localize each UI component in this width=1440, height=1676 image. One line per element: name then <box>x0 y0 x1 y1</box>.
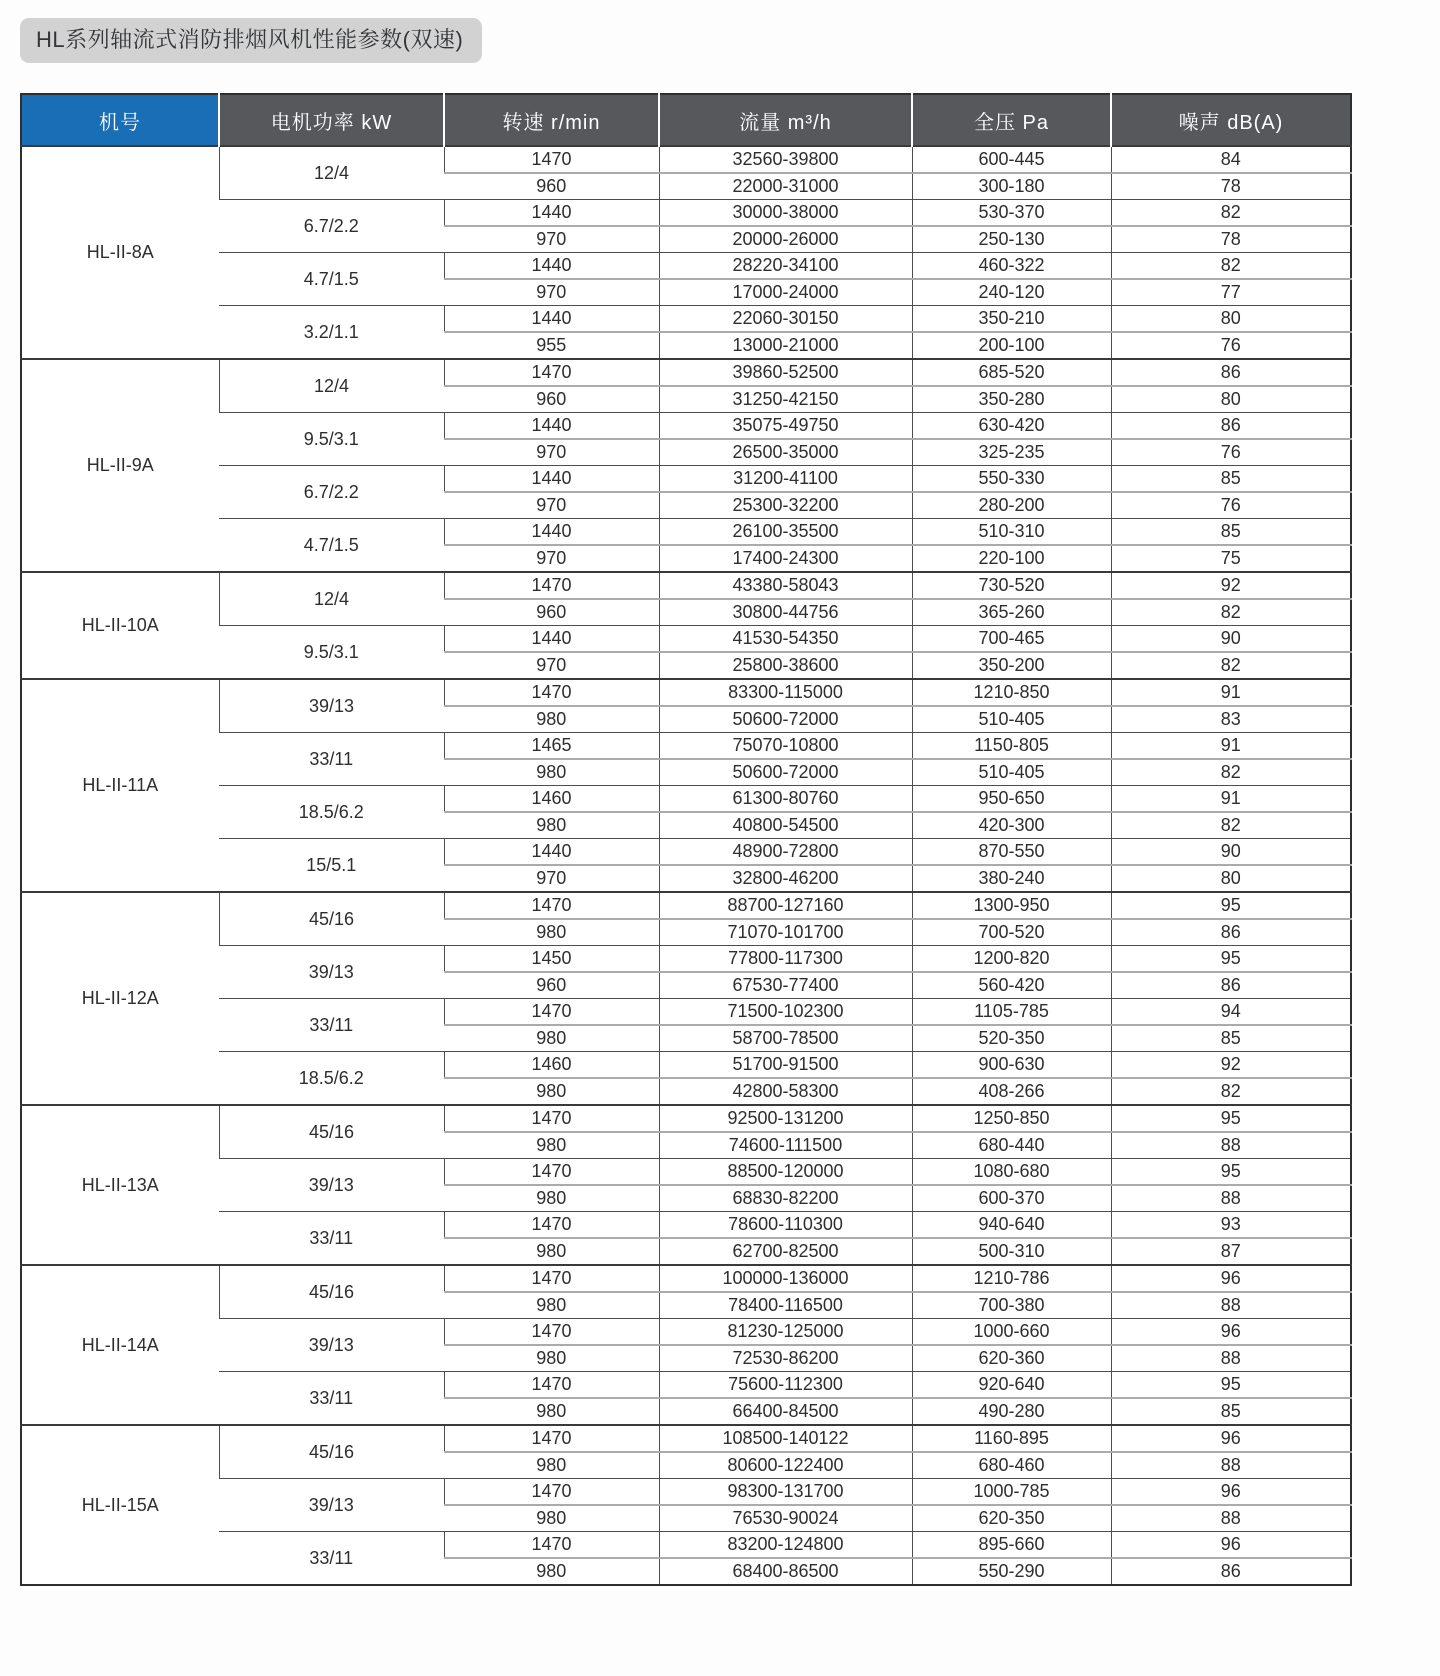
pressure-cell: 240-120 <box>912 279 1111 306</box>
power-cell: 9.5/3.1 <box>219 413 444 466</box>
speed-cell: 980 <box>444 1185 659 1212</box>
flow-cell: 75070-10800 <box>659 733 912 760</box>
noise-cell: 90 <box>1111 626 1351 653</box>
pressure-cell: 920-640 <box>912 1372 1111 1399</box>
power-cell: 3.2/1.1 <box>219 306 444 360</box>
pressure-cell: 680-460 <box>912 1452 1111 1479</box>
speed-cell: 1440 <box>444 253 659 280</box>
noise-cell: 76 <box>1111 492 1351 519</box>
flow-cell: 31250-42150 <box>659 386 912 413</box>
noise-cell: 80 <box>1111 865 1351 892</box>
noise-cell: 92 <box>1111 572 1351 599</box>
speed-cell: 980 <box>444 1292 659 1319</box>
pressure-cell: 490-280 <box>912 1398 1111 1425</box>
table-row <box>21 1479 1351 1506</box>
header-row <box>21 94 1351 146</box>
noise-cell: 96 <box>1111 1532 1351 1559</box>
table-row <box>21 839 1351 866</box>
table-row <box>21 359 1351 386</box>
pressure-cell: 530-370 <box>912 200 1111 227</box>
pressure-cell: 380-240 <box>912 865 1111 892</box>
noise-cell: 87 <box>1111 1238 1351 1265</box>
noise-cell: 96 <box>1111 1265 1351 1292</box>
flow-cell: 83300-115000 <box>659 679 912 706</box>
speed-cell: 1470 <box>444 1319 659 1346</box>
noise-cell: 96 <box>1111 1479 1351 1506</box>
speed-cell: 1460 <box>444 786 659 813</box>
flow-cell: 61300-80760 <box>659 786 912 813</box>
flow-cell: 77800-117300 <box>659 946 912 973</box>
model-cell: HL-II-14A <box>21 1265 219 1425</box>
speed-cell: 970 <box>444 279 659 306</box>
power-cell: 45/16 <box>219 1265 444 1319</box>
noise-cell: 95 <box>1111 1159 1351 1186</box>
speed-cell: 980 <box>444 812 659 839</box>
flow-cell: 43380-58043 <box>659 572 912 599</box>
pressure-cell: 600-370 <box>912 1185 1111 1212</box>
pressure-cell: 300-180 <box>912 173 1111 200</box>
speed-cell: 1470 <box>444 1532 659 1559</box>
flow-cell: 88500-120000 <box>659 1159 912 1186</box>
noise-cell: 86 <box>1111 972 1351 999</box>
model-cell: HL-II-13A <box>21 1105 219 1265</box>
flow-cell: 75600-112300 <box>659 1372 912 1399</box>
pressure-cell: 870-550 <box>912 839 1111 866</box>
speed-cell: 970 <box>444 492 659 519</box>
pressure-cell: 600-445 <box>912 146 1111 173</box>
noise-cell: 92 <box>1111 1052 1351 1079</box>
pressure-cell: 1000-660 <box>912 1319 1111 1346</box>
flow-cell: 40800-54500 <box>659 812 912 839</box>
fan-performance-table <box>20 93 1352 1586</box>
flow-cell: 68830-82200 <box>659 1185 912 1212</box>
pressure-cell: 630-420 <box>912 413 1111 440</box>
table-row <box>21 146 1351 173</box>
pressure-cell: 940-640 <box>912 1212 1111 1239</box>
speed-cell: 970 <box>444 652 659 679</box>
power-cell: 39/13 <box>219 1479 444 1532</box>
speed-cell: 1465 <box>444 733 659 760</box>
flow-cell: 76530-90024 <box>659 1505 912 1532</box>
flow-cell: 83200-124800 <box>659 1532 912 1559</box>
flow-cell: 74600-111500 <box>659 1132 912 1159</box>
noise-cell: 82 <box>1111 652 1351 679</box>
power-cell: 33/11 <box>219 999 444 1052</box>
pressure-cell: 280-200 <box>912 492 1111 519</box>
pressure-cell: 350-200 <box>912 652 1111 679</box>
speed-cell: 1440 <box>444 519 659 546</box>
speed-cell: 1440 <box>444 200 659 227</box>
noise-cell: 88 <box>1111 1132 1351 1159</box>
flow-cell: 30000-38000 <box>659 200 912 227</box>
power-cell: 6.7/2.2 <box>219 466 444 519</box>
header-noise: 噪声 dB(A) <box>1111 94 1351 146</box>
pressure-cell: 1200-820 <box>912 946 1111 973</box>
noise-cell: 82 <box>1111 253 1351 280</box>
speed-cell: 980 <box>444 919 659 946</box>
power-cell: 45/16 <box>219 892 444 946</box>
noise-cell: 95 <box>1111 946 1351 973</box>
speed-cell: 980 <box>444 1398 659 1425</box>
flow-cell: 71500-102300 <box>659 999 912 1026</box>
speed-cell: 1470 <box>444 1479 659 1506</box>
noise-cell: 78 <box>1111 226 1351 253</box>
noise-cell: 76 <box>1111 439 1351 466</box>
noise-cell: 77 <box>1111 279 1351 306</box>
speed-cell: 1470 <box>444 892 659 919</box>
noise-cell: 78 <box>1111 173 1351 200</box>
speed-cell: 1440 <box>444 626 659 653</box>
pressure-cell: 250-130 <box>912 226 1111 253</box>
flow-cell: 78600-110300 <box>659 1212 912 1239</box>
pressure-cell: 900-630 <box>912 1052 1111 1079</box>
power-cell: 39/13 <box>219 1159 444 1212</box>
speed-cell: 1470 <box>444 1372 659 1399</box>
flow-cell: 17400-24300 <box>659 545 912 572</box>
flow-cell: 30800-44756 <box>659 599 912 626</box>
noise-cell: 82 <box>1111 812 1351 839</box>
speed-cell: 1470 <box>444 572 659 599</box>
speed-cell: 1440 <box>444 839 659 866</box>
flow-cell: 67530-77400 <box>659 972 912 999</box>
flow-cell: 42800-58300 <box>659 1078 912 1105</box>
speed-cell: 980 <box>444 706 659 733</box>
table-row <box>21 306 1351 333</box>
flow-cell: 62700-82500 <box>659 1238 912 1265</box>
pressure-cell: 510-405 <box>912 706 1111 733</box>
flow-cell: 22000-31000 <box>659 173 912 200</box>
noise-cell: 96 <box>1111 1425 1351 1452</box>
noise-cell: 91 <box>1111 733 1351 760</box>
noise-cell: 82 <box>1111 599 1351 626</box>
flow-cell: 98300-131700 <box>659 1479 912 1506</box>
power-cell: 15/5.1 <box>219 839 444 893</box>
pressure-cell: 950-650 <box>912 786 1111 813</box>
pressure-cell: 700-380 <box>912 1292 1111 1319</box>
pressure-cell: 520-350 <box>912 1025 1111 1052</box>
noise-cell: 95 <box>1111 1372 1351 1399</box>
power-cell: 33/11 <box>219 1372 444 1426</box>
noise-cell: 80 <box>1111 306 1351 333</box>
flow-cell: 32800-46200 <box>659 865 912 892</box>
noise-cell: 95 <box>1111 892 1351 919</box>
speed-cell: 1470 <box>444 1105 659 1132</box>
header-model: 机号 <box>21 94 219 146</box>
pressure-cell: 620-360 <box>912 1345 1111 1372</box>
noise-cell: 88 <box>1111 1345 1351 1372</box>
pressure-cell: 420-300 <box>912 812 1111 839</box>
table-row <box>21 999 1351 1026</box>
flow-cell: 68400-86500 <box>659 1558 912 1585</box>
speed-cell: 960 <box>444 386 659 413</box>
model-cell: HL-II-15A <box>21 1425 219 1585</box>
flow-cell: 22060-30150 <box>659 306 912 333</box>
speed-cell: 970 <box>444 865 659 892</box>
speed-cell: 1470 <box>444 1265 659 1292</box>
pressure-cell: 1210-786 <box>912 1265 1111 1292</box>
pressure-cell: 500-310 <box>912 1238 1111 1265</box>
pressure-cell: 350-280 <box>912 386 1111 413</box>
noise-cell: 86 <box>1111 1558 1351 1585</box>
speed-cell: 1440 <box>444 466 659 493</box>
speed-cell: 980 <box>444 1505 659 1532</box>
pressure-cell: 510-310 <box>912 519 1111 546</box>
flow-cell: 81230-125000 <box>659 1319 912 1346</box>
noise-cell: 95 <box>1111 1105 1351 1132</box>
flow-cell: 31200-41100 <box>659 466 912 493</box>
power-cell: 4.7/1.5 <box>219 253 444 306</box>
flow-cell: 108500-140122 <box>659 1425 912 1452</box>
speed-cell: 970 <box>444 545 659 572</box>
pressure-cell: 350-210 <box>912 306 1111 333</box>
flow-cell: 51700-91500 <box>659 1052 912 1079</box>
flow-cell: 28220-34100 <box>659 253 912 280</box>
flow-cell: 32560-39800 <box>659 146 912 173</box>
power-cell: 6.7/2.2 <box>219 200 444 253</box>
pressure-cell: 460-322 <box>912 253 1111 280</box>
speed-cell: 970 <box>444 439 659 466</box>
power-cell: 39/13 <box>219 946 444 999</box>
flow-cell: 41530-54350 <box>659 626 912 653</box>
flow-cell: 25300-32200 <box>659 492 912 519</box>
flow-cell: 72530-86200 <box>659 1345 912 1372</box>
table-row <box>21 572 1351 599</box>
speed-cell: 1470 <box>444 1212 659 1239</box>
speed-cell: 1460 <box>444 1052 659 1079</box>
table-row <box>21 253 1351 280</box>
noise-cell: 83 <box>1111 706 1351 733</box>
pressure-cell: 685-520 <box>912 359 1111 386</box>
pressure-cell: 700-520 <box>912 919 1111 946</box>
noise-cell: 85 <box>1111 519 1351 546</box>
table-row <box>21 519 1351 546</box>
table-row <box>21 1052 1351 1079</box>
table-row <box>21 1319 1351 1346</box>
speed-cell: 1470 <box>444 359 659 386</box>
noise-cell: 86 <box>1111 919 1351 946</box>
speed-cell: 955 <box>444 332 659 359</box>
pressure-cell: 560-420 <box>912 972 1111 999</box>
noise-cell: 88 <box>1111 1292 1351 1319</box>
table-row <box>21 679 1351 706</box>
pressure-cell: 1105-785 <box>912 999 1111 1026</box>
flow-cell: 50600-72000 <box>659 706 912 733</box>
noise-cell: 86 <box>1111 359 1351 386</box>
flow-cell: 88700-127160 <box>659 892 912 919</box>
flow-cell: 71070-101700 <box>659 919 912 946</box>
pressure-cell: 365-260 <box>912 599 1111 626</box>
speed-cell: 1450 <box>444 946 659 973</box>
pressure-cell: 680-440 <box>912 1132 1111 1159</box>
power-cell: 39/13 <box>219 1319 444 1372</box>
flow-cell: 26100-35500 <box>659 519 912 546</box>
noise-cell: 88 <box>1111 1505 1351 1532</box>
flow-cell: 58700-78500 <box>659 1025 912 1052</box>
noise-cell: 82 <box>1111 200 1351 227</box>
table-row <box>21 1532 1351 1559</box>
noise-cell: 84 <box>1111 146 1351 173</box>
pressure-cell: 200-100 <box>912 332 1111 359</box>
flow-cell: 80600-122400 <box>659 1452 912 1479</box>
power-cell: 33/11 <box>219 733 444 786</box>
noise-cell: 85 <box>1111 1025 1351 1052</box>
flow-cell: 100000-136000 <box>659 1265 912 1292</box>
power-cell: 18.5/6.2 <box>219 1052 444 1106</box>
power-cell: 18.5/6.2 <box>219 786 444 839</box>
noise-cell: 75 <box>1111 545 1351 572</box>
speed-cell: 980 <box>444 1558 659 1585</box>
table-row <box>21 946 1351 973</box>
header-pressure: 全压 Pa <box>912 94 1111 146</box>
noise-cell: 94 <box>1111 999 1351 1026</box>
pressure-cell: 1160-895 <box>912 1425 1111 1452</box>
pressure-cell: 220-100 <box>912 545 1111 572</box>
table-body <box>21 146 1351 1585</box>
table-row <box>21 200 1351 227</box>
table-row <box>21 1372 1351 1399</box>
speed-cell: 980 <box>444 759 659 786</box>
flow-cell: 92500-131200 <box>659 1105 912 1132</box>
header-power: 电机功率 kW <box>219 94 444 146</box>
power-cell: 33/11 <box>219 1532 444 1586</box>
pressure-cell: 1080-680 <box>912 1159 1111 1186</box>
table-row <box>21 892 1351 919</box>
pressure-cell: 1300-950 <box>912 892 1111 919</box>
model-cell: HL-II-11A <box>21 679 219 892</box>
noise-cell: 80 <box>1111 386 1351 413</box>
speed-cell: 1440 <box>444 413 659 440</box>
noise-cell: 82 <box>1111 1078 1351 1105</box>
pressure-cell: 510-405 <box>912 759 1111 786</box>
table-row <box>21 1159 1351 1186</box>
speed-cell: 1470 <box>444 146 659 173</box>
flow-cell: 39860-52500 <box>659 359 912 386</box>
flow-cell: 48900-72800 <box>659 839 912 866</box>
speed-cell: 980 <box>444 1132 659 1159</box>
speed-cell: 980 <box>444 1345 659 1372</box>
noise-cell: 93 <box>1111 1212 1351 1239</box>
model-cell: HL-II-8A <box>21 146 219 359</box>
power-cell: 9.5/3.1 <box>219 626 444 680</box>
header-speed: 转速 r/min <box>444 94 659 146</box>
power-cell: 12/4 <box>219 572 444 626</box>
noise-cell: 91 <box>1111 786 1351 813</box>
noise-cell: 88 <box>1111 1452 1351 1479</box>
table-row <box>21 626 1351 653</box>
table-row <box>21 1265 1351 1292</box>
noise-cell: 85 <box>1111 1398 1351 1425</box>
speed-cell: 960 <box>444 972 659 999</box>
noise-cell: 82 <box>1111 759 1351 786</box>
pressure-cell: 700-465 <box>912 626 1111 653</box>
pressure-cell: 1250-850 <box>912 1105 1111 1132</box>
flow-cell: 66400-84500 <box>659 1398 912 1425</box>
table-row <box>21 1212 1351 1239</box>
table-row <box>21 733 1351 760</box>
noise-cell: 91 <box>1111 679 1351 706</box>
speed-cell: 1440 <box>444 306 659 333</box>
table-row <box>21 786 1351 813</box>
pressure-cell: 730-520 <box>912 572 1111 599</box>
table-row <box>21 466 1351 493</box>
power-cell: 39/13 <box>219 679 444 733</box>
pressure-cell: 1210-850 <box>912 679 1111 706</box>
header-flow: 流量 m³/h <box>659 94 912 146</box>
speed-cell: 1470 <box>444 1425 659 1452</box>
flow-cell: 35075-49750 <box>659 413 912 440</box>
speed-cell: 980 <box>444 1452 659 1479</box>
speed-cell: 960 <box>444 173 659 200</box>
power-cell: 12/4 <box>219 146 444 200</box>
flow-cell: 17000-24000 <box>659 279 912 306</box>
pressure-cell: 325-235 <box>912 439 1111 466</box>
flow-cell: 13000-21000 <box>659 332 912 359</box>
pressure-cell: 1000-785 <box>912 1479 1111 1506</box>
power-cell: 33/11 <box>219 1212 444 1266</box>
pressure-cell: 550-290 <box>912 1558 1111 1585</box>
table-row <box>21 1105 1351 1132</box>
speed-cell: 960 <box>444 599 659 626</box>
power-cell: 4.7/1.5 <box>219 519 444 573</box>
pressure-cell: 895-660 <box>912 1532 1111 1559</box>
speed-cell: 1470 <box>444 999 659 1026</box>
page-title: HL系列轴流式消防排烟风机性能参数(双速) <box>20 18 482 63</box>
speed-cell: 980 <box>444 1238 659 1265</box>
flow-cell: 50600-72000 <box>659 759 912 786</box>
noise-cell: 90 <box>1111 839 1351 866</box>
power-cell: 12/4 <box>219 359 444 413</box>
flow-cell: 25800-38600 <box>659 652 912 679</box>
noise-cell: 86 <box>1111 413 1351 440</box>
noise-cell: 96 <box>1111 1319 1351 1346</box>
speed-cell: 1470 <box>444 679 659 706</box>
power-cell: 45/16 <box>219 1425 444 1479</box>
pressure-cell: 408-266 <box>912 1078 1111 1105</box>
noise-cell: 88 <box>1111 1185 1351 1212</box>
speed-cell: 980 <box>444 1078 659 1105</box>
pressure-cell: 620-350 <box>912 1505 1111 1532</box>
speed-cell: 970 <box>444 226 659 253</box>
model-cell: HL-II-10A <box>21 572 219 679</box>
flow-cell: 78400-116500 <box>659 1292 912 1319</box>
model-cell: HL-II-9A <box>21 359 219 572</box>
flow-cell: 20000-26000 <box>659 226 912 253</box>
table-header <box>21 94 1351 146</box>
pressure-cell: 550-330 <box>912 466 1111 493</box>
flow-cell: 26500-35000 <box>659 439 912 466</box>
table-row <box>21 1425 1351 1452</box>
table-row <box>21 413 1351 440</box>
speed-cell: 1470 <box>444 1159 659 1186</box>
noise-cell: 76 <box>1111 332 1351 359</box>
pressure-cell: 1150-805 <box>912 733 1111 760</box>
power-cell: 45/16 <box>219 1105 444 1159</box>
speed-cell: 980 <box>444 1025 659 1052</box>
noise-cell: 85 <box>1111 466 1351 493</box>
model-cell: HL-II-12A <box>21 892 219 1105</box>
